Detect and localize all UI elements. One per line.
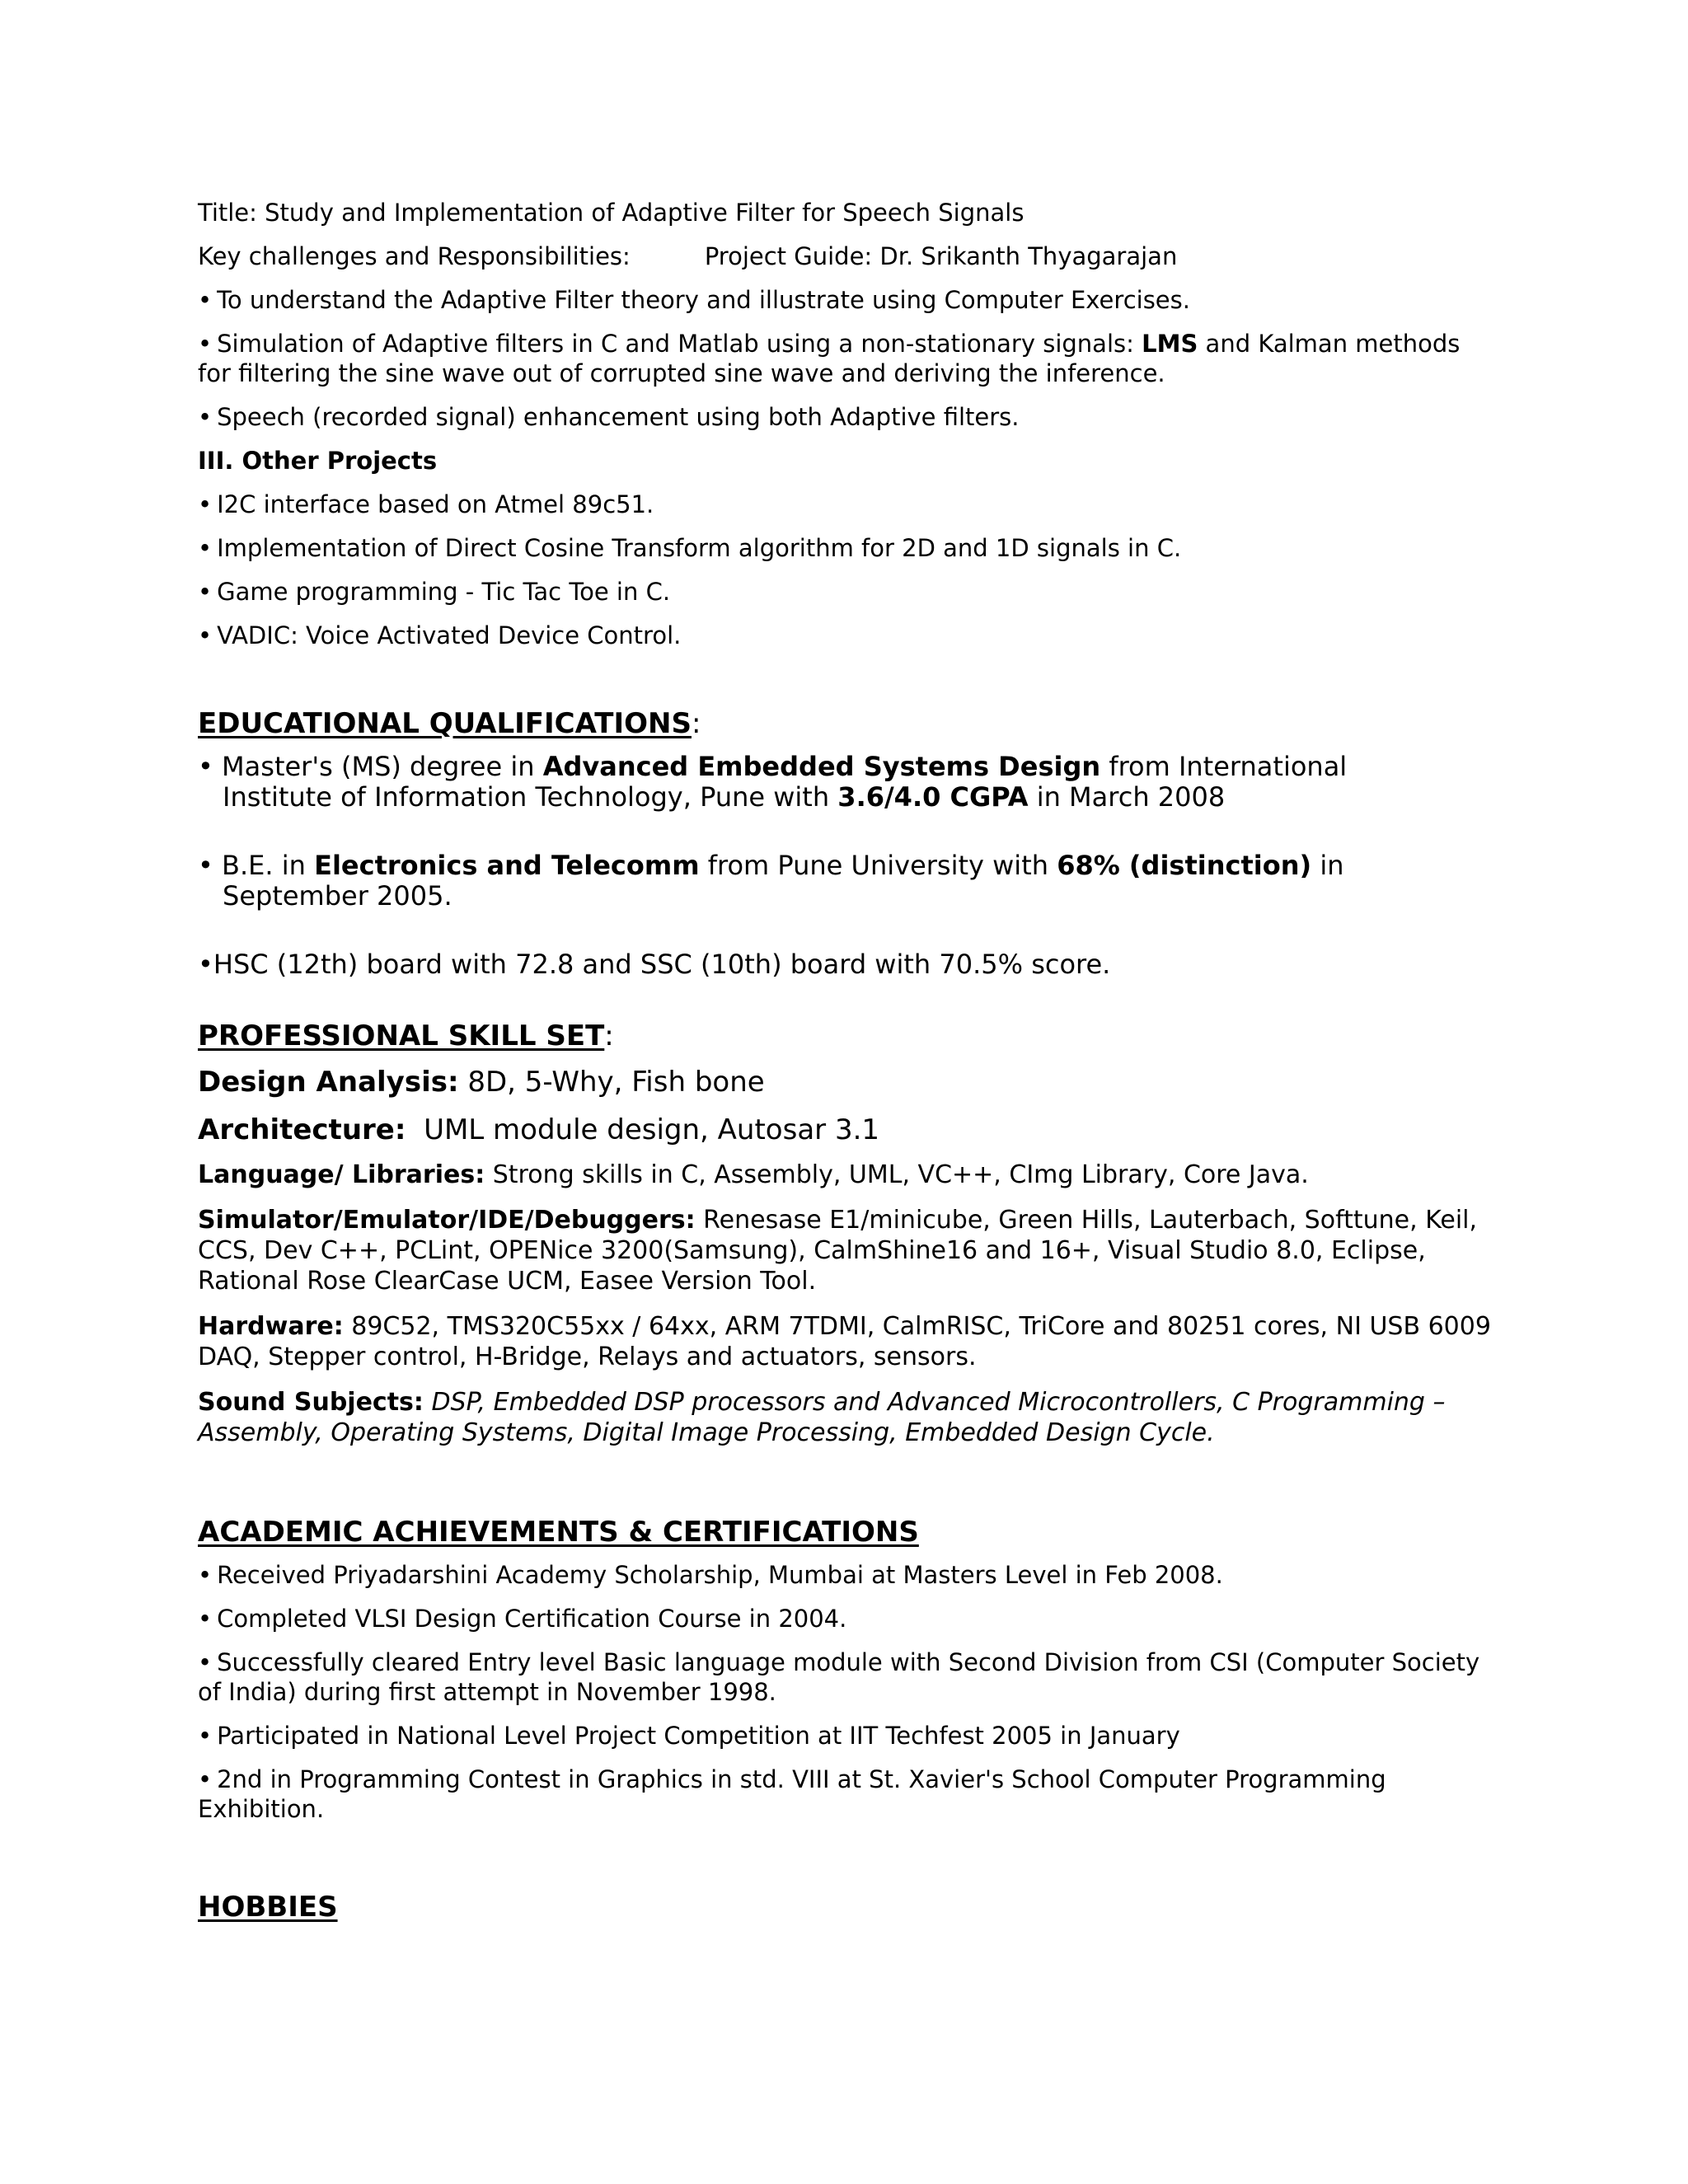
skills-heading: PROFESSIONAL SKILL SET: [198,1019,614,1052]
bullet-icon: • [198,330,213,358]
skill-architecture: Architecture: UML module design, Autosar 3.1 [198,1113,880,1146]
bullet-icon: • [198,403,213,431]
education-item-ms: • Master's (MS) degree in Advanced Embedded Systems Design from International Institute of Information Technology, Pune with 3.6/4.0 CGPA in March 2008 [198,751,1348,813]
list-item: • Received Priyadarshini Academy Scholarship, Mumbai at Masters Level in Feb 2008. [198,1561,1223,1589]
project-title: Title: Study and Implementation of Adaptive Filter for Speech Signals [198,199,1025,227]
hobbies-heading: HOBBIES [198,1891,338,1924]
bullet-icon: • [198,1722,213,1750]
other-projects-heading: III. Other Projects [198,447,438,475]
bullet-icon: • [198,490,213,518]
list-item: • 2nd in Programming Contest in Graphics in std. VIII at St. Xavier's School Computer Programming Exhibition. [198,1765,1386,1823]
bullet-icon: • [198,751,213,782]
skill-design-analysis: Design Analysis: 8D, 5-Why, Fish bone [198,1066,765,1099]
bullet-icon: • [198,850,213,881]
list-item: • To understand the Adaptive Filter theory and illustrate using Computer Exercises. [198,286,1190,314]
list-item: • VADIC: Voice Activated Device Control. [198,621,682,649]
list-item: • Game programming - Tic Tac Toe in C. [198,578,671,606]
list-item: • I2C interface based on Atmel 89c51. [198,490,654,518]
bullet-icon: • [198,949,213,980]
achievements-heading: ACADEMIC ACHIEVEMENTS & CERTIFICATIONS [198,1516,919,1549]
bullet-icon: • [198,286,213,314]
bullet-icon: • [198,1605,213,1633]
bullet-icon: • [198,621,213,649]
education-item-be: • B.E. in Electronics and Telecomm from Pune University with 68% (distinction) in September 2005. [198,850,1344,912]
education-heading: EDUCATIONAL QUALIFICATIONS: [198,707,701,740]
list-item: • Completed VLSI Design Certification Course in 2004. [198,1605,847,1633]
skill-hardware: Hardware: 89C52, TMS320C55xx / 64xx, ARM 7TDMI, CalmRISC, TriCore and 80251 cores, NI USB 6009 DAQ, Stepper control, H-Bridge, Relays and actuators, sensors. [198,1312,1491,1371]
bullet-icon: • [198,1561,213,1589]
resume-page [198,198,1500,1935]
education-item-hsc: •HSC (12th) board with 72.8 and SSC (10th) board with 70.5% score. [198,949,1111,980]
list-item: • Simulation of Adaptive filters in C and Matlab using a non-stationary signals: LMS and Kalman methods for filtering the sine wave out of corrupted sine wave and deriving the inference. [198,330,1461,387]
list-item: • Successfully cleared Entry level Basic language module with Second Division from CSI (Computer Society of India) during first attempt in November 1998. [198,1648,1480,1706]
challenges-label: Key challenges and Responsibilities: [198,242,631,270]
list-item: • Participated in National Level Project Competition at IIT Techfest 2005 in January [198,1722,1180,1750]
bullet-icon: • [198,534,213,562]
skill-language: Language/ Libraries: Strong skills in C, Assembly, UML, VC++, CImg Library, Core Java. [198,1160,1309,1189]
bullet-icon: • [198,1648,213,1676]
list-item: • Implementation of Direct Cosine Transform algorithm for 2D and 1D signals in C. [198,534,1182,562]
skill-tools: Simulator/Emulator/IDE/Debuggers: Renesase E1/minicube, Green Hills, Lauterbach, Softtune, Keil, CCS, Dev C++, PCLint, OPENice 3200(Samsung), CalmShine16 and 16+, Visual Studio 8.0, Eclipse, Rational Rose ClearCase UCM, Easee Version Tool. [198,1206,1478,1296]
project-meta-line [198,241,1500,271]
skill-sound-subjects: Sound Subjects: DSP, Embedded DSP processors and Advanced Microcontrollers, C Programming – Assembly, Operating Systems, Digital Image Processing, Embedded Design Cycle. [198,1388,1446,1447]
bullet-icon: • [198,1765,213,1793]
bullet-icon: • [198,578,213,606]
project-guide: Project Guide: Dr. Srikanth Thyagarajan [704,242,1178,270]
list-item: • Speech (recorded signal) enhancement using both Adaptive filters. [198,403,1020,431]
